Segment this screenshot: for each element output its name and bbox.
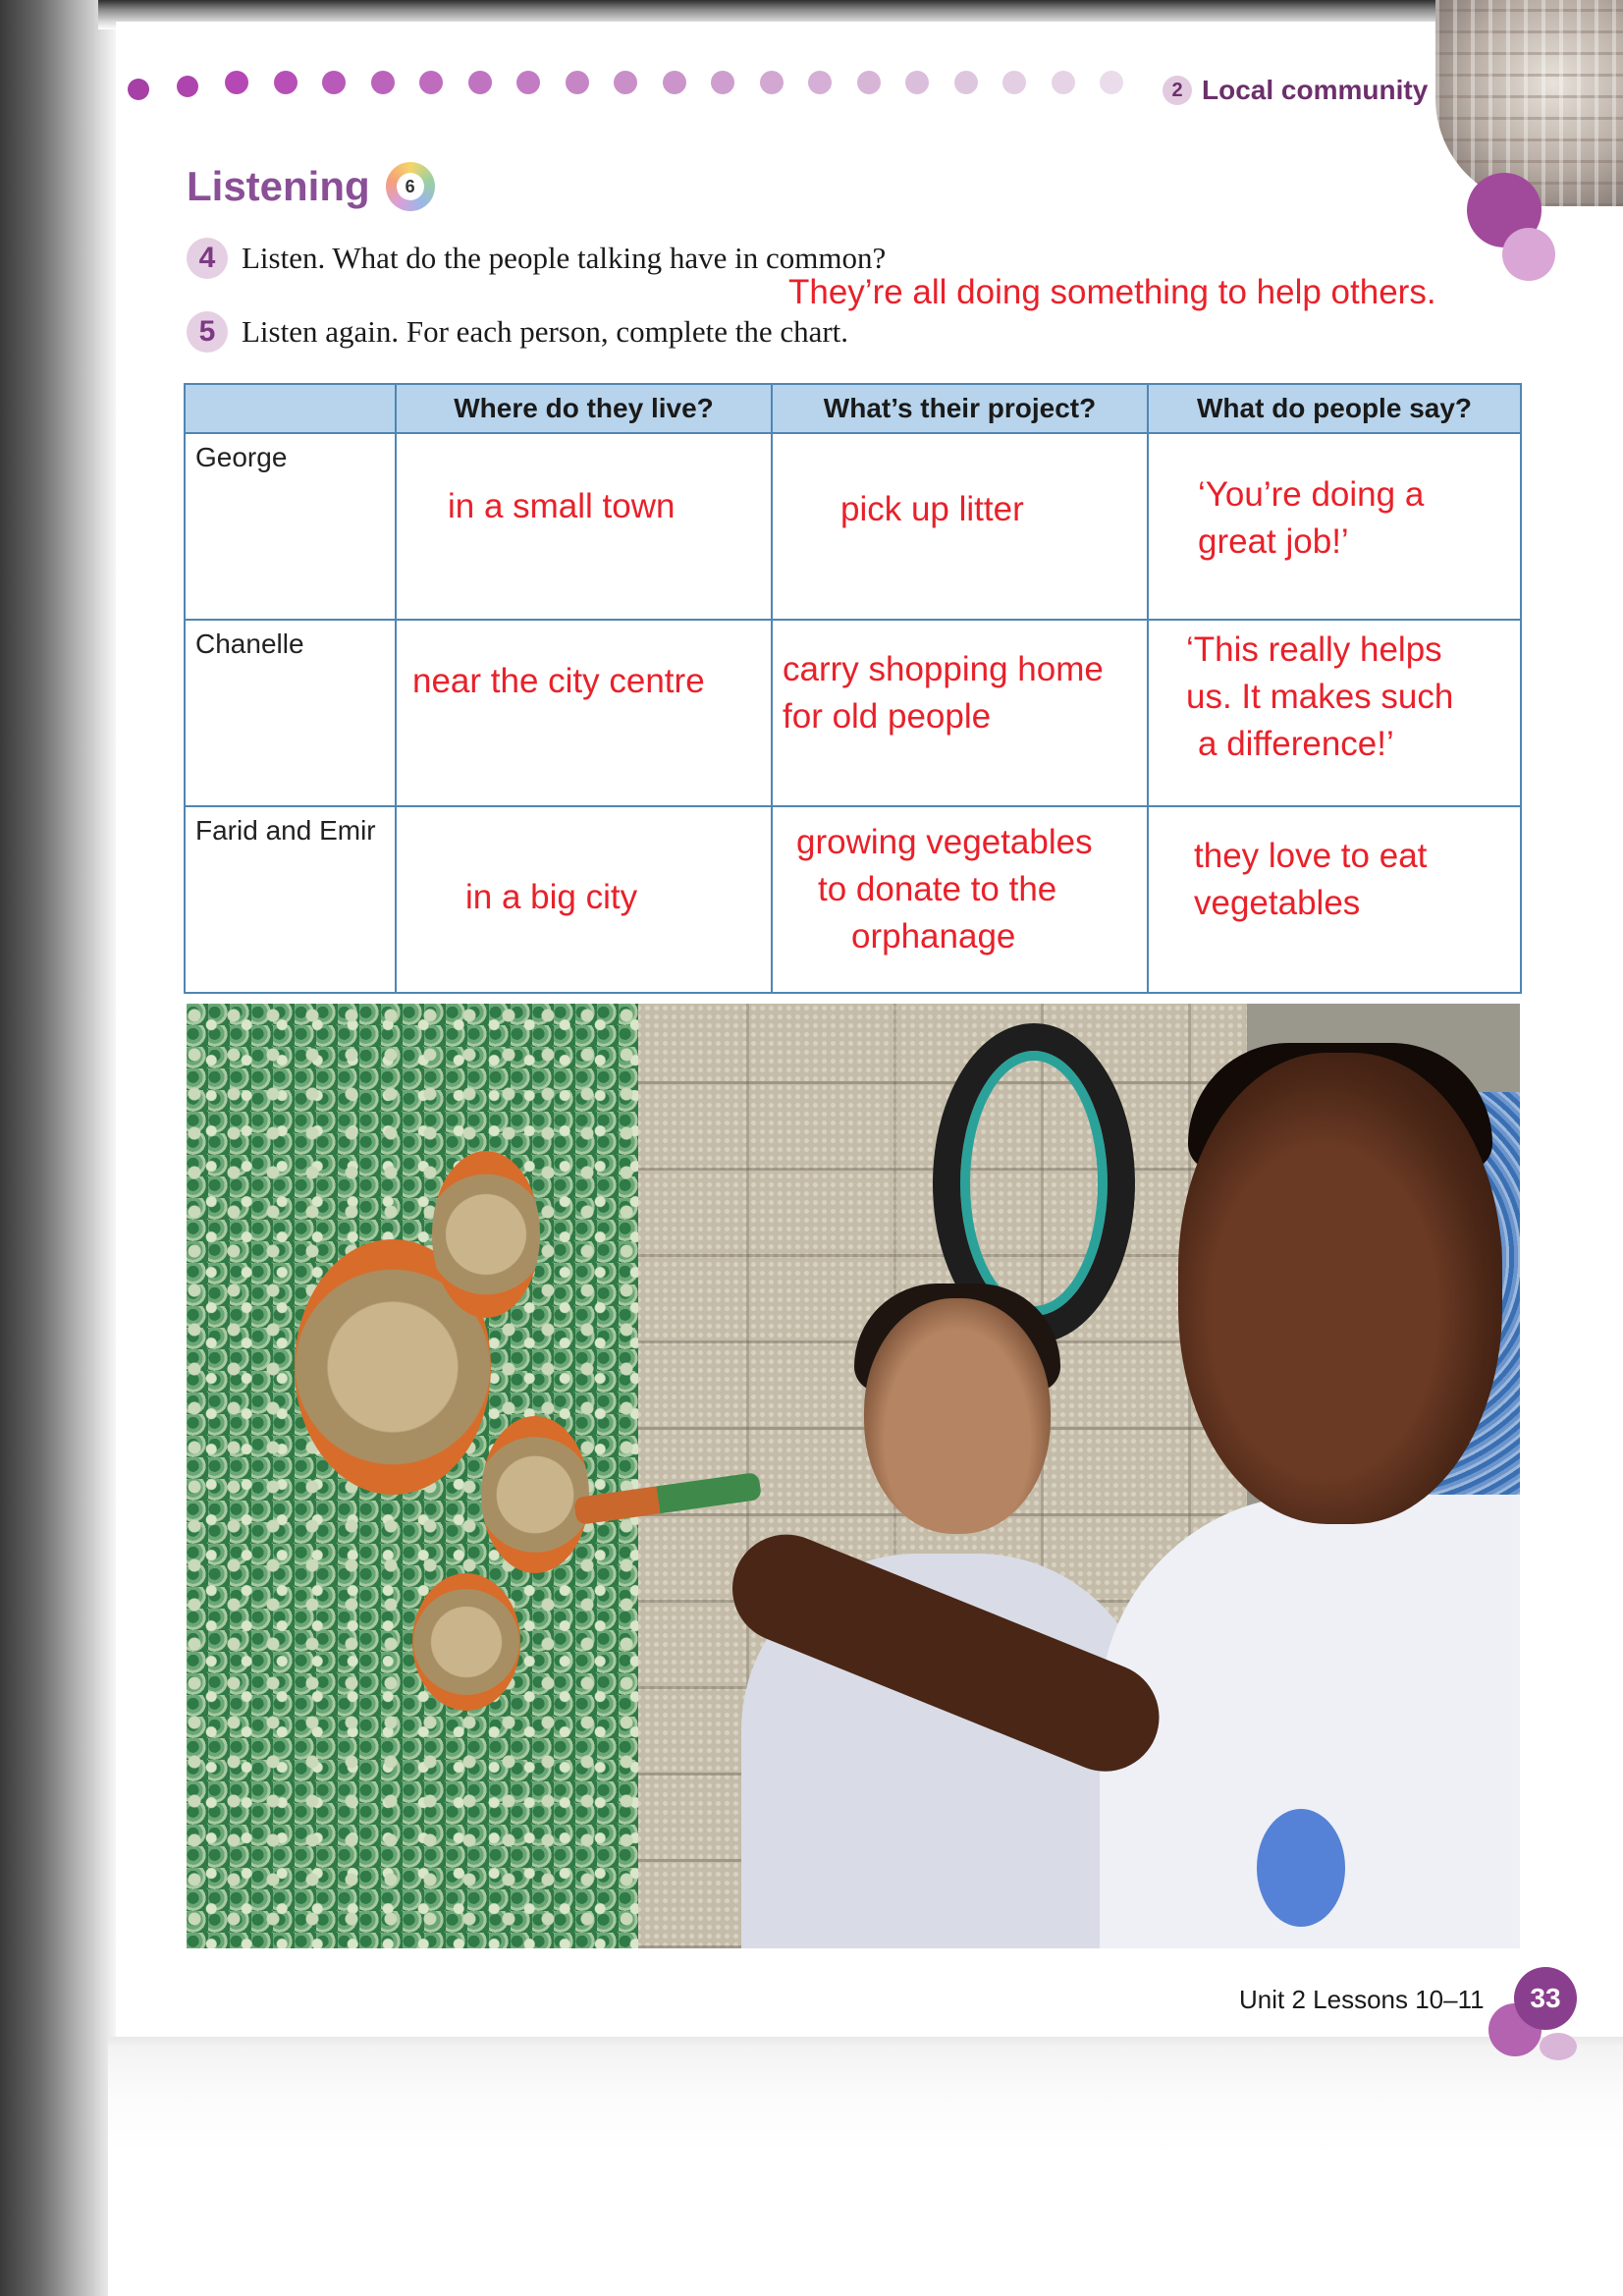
decorative-dot <box>419 71 443 94</box>
decorative-dot <box>663 71 686 94</box>
answer-line: ‘This really helps <box>1186 630 1442 669</box>
answer-cell-live[interactable] <box>396 433 772 620</box>
decorative-dot <box>516 71 540 94</box>
foreground-boy-head <box>1178 1053 1502 1524</box>
mural-flower <box>432 1151 540 1318</box>
decorative-dot <box>1100 71 1123 94</box>
task-4 <box>187 236 886 281</box>
page-bottom-edge <box>108 2037 1623 2296</box>
answer-line: orphanage <box>851 917 1016 956</box>
answer-cell-say[interactable] <box>1148 433 1521 620</box>
answer-line: a difference!’ <box>1198 725 1394 763</box>
footer-lesson-ref: Unit 2 Lessons 10–11 <box>1239 1984 1485 2014</box>
person-cell <box>185 806 396 993</box>
header-where-live: Where do they live? <box>396 384 772 433</box>
decorative-dot <box>760 71 784 94</box>
answer-line: near the city centre <box>412 662 705 700</box>
answer-cell-say[interactable] <box>1148 806 1521 993</box>
task-instruction: Listen. What do the people talking have in common? <box>242 241 887 275</box>
decorative-dot-strip <box>128 71 1149 106</box>
unit-number-badge: 2 <box>1163 76 1192 105</box>
section-title <box>187 159 435 214</box>
answer-cell-say[interactable] <box>1148 620 1521 806</box>
task-5 <box>187 309 848 355</box>
decorative-dot <box>225 71 248 94</box>
mural-painting-photo <box>187 1004 1520 1948</box>
answer-cell-live[interactable] <box>396 806 772 993</box>
decorative-dot <box>614 71 637 94</box>
mural-flower <box>412 1573 520 1711</box>
answer-line: to donate to the <box>818 870 1057 908</box>
answer-chart <box>184 383 1522 994</box>
decorative-dot <box>371 71 395 94</box>
decorative-bubble <box>1502 228 1555 281</box>
answer-line: growing vegetables <box>796 823 1093 861</box>
unit-header <box>1163 71 1428 110</box>
header-cell-blank <box>185 384 396 433</box>
listening-heading: Listening <box>187 163 370 209</box>
chart-header-row <box>185 384 1521 433</box>
answer-line: in a small town <box>448 487 676 525</box>
table-row <box>185 620 1521 806</box>
table-row <box>185 806 1521 993</box>
decorative-bubble <box>1540 2033 1577 2060</box>
person-name: Chanelle <box>195 629 304 659</box>
decorative-dot <box>1052 71 1075 94</box>
answer-cell-project[interactable] <box>772 620 1148 806</box>
person-name: Farid and Emir <box>195 815 376 846</box>
decorative-dot <box>711 71 734 94</box>
shirt-logo <box>1257 1809 1345 1927</box>
decorative-dot <box>468 71 492 94</box>
person-cell <box>185 620 396 806</box>
answer-cell-project[interactable] <box>772 806 1148 993</box>
person-name: George <box>195 442 288 472</box>
task-4-answer: They’re all doing something to help others. <box>788 273 1436 311</box>
task-instruction: Listen again. For each person, complete the chart. <box>242 314 849 349</box>
answer-cell-live[interactable] <box>396 620 772 806</box>
decorative-dot <box>1002 71 1026 94</box>
track-number: 6 <box>397 173 424 200</box>
decorative-dot <box>128 79 149 100</box>
decorative-dot <box>274 71 298 94</box>
header-people-say: What do people say? <box>1148 384 1521 433</box>
answer-cell-project[interactable] <box>772 433 1148 620</box>
decorative-dot <box>566 71 589 94</box>
answer-line: us. It makes such <box>1186 678 1454 716</box>
decorative-dot <box>322 71 346 94</box>
answer-line: they love to eat <box>1194 837 1428 875</box>
answer-line: carry shopping home <box>783 650 1104 688</box>
task-number: 4 <box>187 238 228 279</box>
answer-line: great job!’ <box>1198 522 1349 561</box>
unit-title: Local community <box>1202 75 1429 105</box>
decorative-dot <box>808 71 832 94</box>
person-cell <box>185 433 396 620</box>
answer-line: in a big city <box>465 878 638 916</box>
decorative-dot <box>857 71 881 94</box>
decorative-dot <box>177 76 198 97</box>
audio-cd-icon[interactable] <box>386 162 435 211</box>
header-project: What’s their project? <box>772 384 1148 433</box>
answer-line: vegetables <box>1194 884 1361 922</box>
answer-line: ‘You’re doing a <box>1198 475 1425 514</box>
decorative-dot <box>905 71 929 94</box>
task-number: 5 <box>187 311 228 353</box>
answer-line: pick up litter <box>840 490 1024 528</box>
mural-flower <box>481 1416 589 1573</box>
decorative-dot <box>954 71 978 94</box>
page-number: 33 <box>1514 1967 1577 2030</box>
background-boy-head <box>864 1298 1051 1534</box>
table-row <box>185 433 1521 620</box>
book-gutter-shadow <box>0 0 116 2296</box>
answer-line: for old people <box>783 697 992 736</box>
